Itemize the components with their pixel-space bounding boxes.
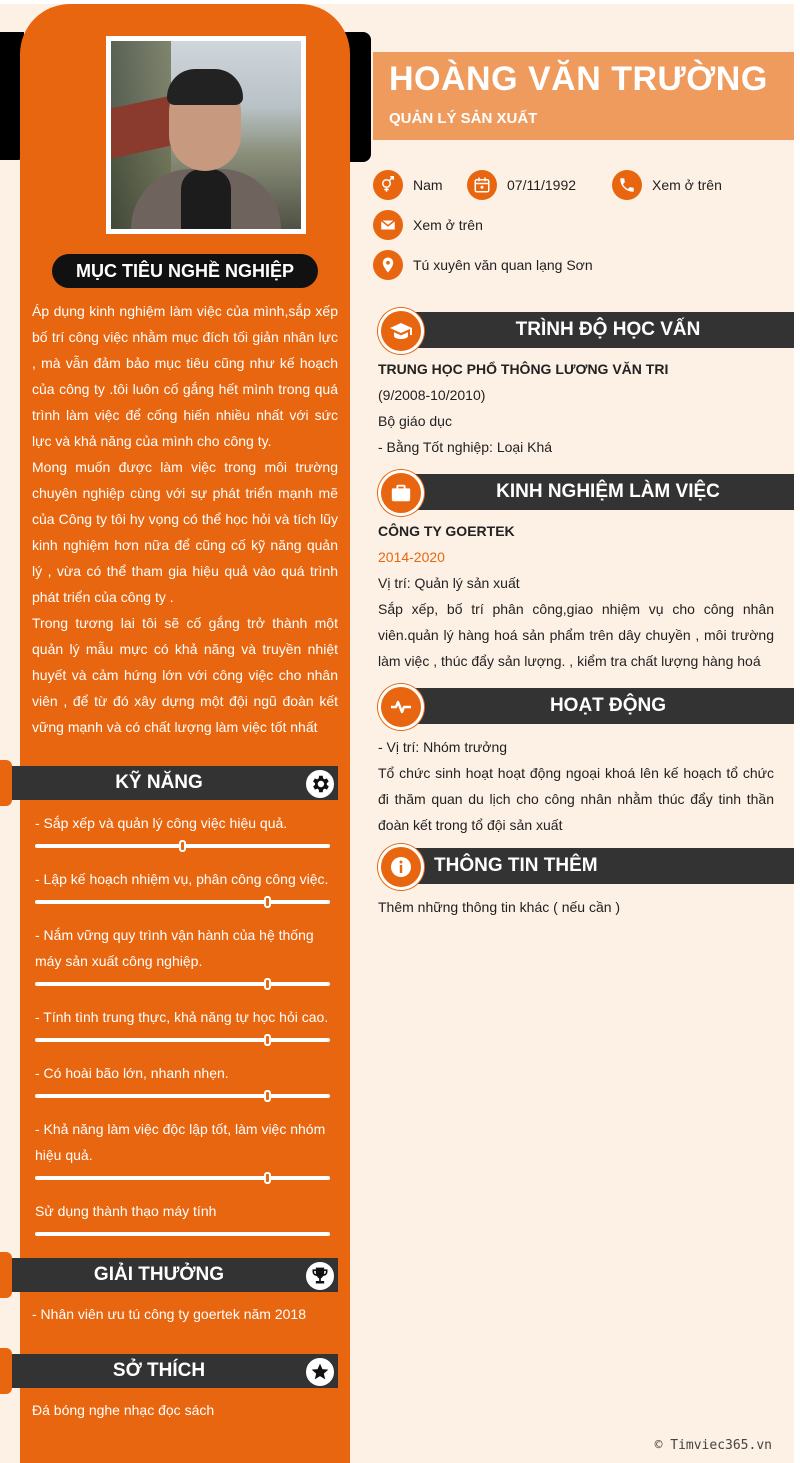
phone-value: Xem ở trên [652, 177, 722, 193]
skill-item [35, 810, 335, 848]
activities-body [378, 734, 774, 838]
candidate-role: QUẢN LÝ SẢN XUẤT [389, 110, 538, 127]
skill-level-bar [35, 1094, 330, 1098]
mail-icon [373, 210, 403, 240]
objective-title: MỤC TIÊU NGHỀ NGHIỆP [52, 254, 318, 288]
contact-address [373, 250, 593, 280]
cv-page [0, 4, 794, 1463]
education-result: - Bằng Tốt nghiệp: Loại Khá [378, 439, 553, 455]
skill-text: - Khả năng làm việc độc lập tốt, làm việc nhóm hiệu quả. [35, 1121, 326, 1163]
gender-icon [373, 170, 403, 200]
activities-position: - Vị trí: Nhóm trưởng [378, 739, 508, 755]
candidate-name: HOÀNG VĂN TRƯỜNG [389, 60, 768, 98]
education-major: Bộ giáo dục [378, 413, 452, 429]
gear-icon [304, 768, 336, 800]
skill-text: - Tính tình trung thực, khả năng tự học hỏi cao. [35, 1009, 329, 1025]
skill-level-knob [179, 840, 186, 852]
contact-phone [612, 170, 722, 200]
skill-item [35, 922, 335, 986]
skill-level-knob [264, 978, 271, 990]
skills-title: KỸ NĂNG [115, 772, 203, 793]
experience-body [378, 518, 774, 674]
contact-email [373, 210, 483, 240]
activities-header [378, 686, 794, 726]
education-body [378, 356, 774, 460]
skill-text: Sử dụng thành thạo máy tính [35, 1203, 217, 1219]
experience-description: Sắp xếp, bố trí phân công,giao nhiệm vụ cho công nhân viên.quản lý hàng hoá sản phẩm trên dây chuyền , môi trường làm việc , thúc đẩy sản lượng. , kiểm tra chất lượng hàng hoá [378, 601, 774, 669]
awards-text: - Nhân viên ưu tú công ty goertek năm 2018 [32, 1306, 306, 1322]
additional-header [378, 846, 794, 886]
skill-text: - Có hoài bão lớn, nhanh nhẹn. [35, 1065, 229, 1081]
info-icon [378, 844, 424, 890]
school-name: TRUNG HỌC PHỔ THÔNG LƯƠNG VĂN TRI [378, 361, 669, 377]
hobbies-text: Đá bóng nghe nhạc đọc sách [32, 1402, 215, 1418]
graduation-cap-icon [378, 308, 424, 354]
skill-item [35, 866, 335, 904]
objective-paragraph: Trong tương lai tôi sẽ cố gắng trở thành một quản lý mẫu mực có khả năng và truyền nhiệt huyết và cảm hứng lớn với công việc cho nhân viên , để từ đó xây dựng một đội ngũ đoàn kết vững mạnh và có chất lượng làm việc tốt nhất [32, 615, 338, 735]
address-value: Tú xuyên văn quan lạng Sơn [413, 257, 593, 273]
activities-title: HOẠT ĐỘNG [549, 695, 667, 716]
awards-title: GIẢI THƯỞNG [93, 1264, 225, 1285]
skill-item [35, 1004, 335, 1042]
skill-level-bar [35, 1232, 330, 1236]
additional-text: Thêm những thông tin khác ( nếu cần ) [378, 899, 621, 915]
name-banner [373, 52, 794, 140]
skill-level-bar [35, 844, 330, 848]
phone-icon [612, 170, 642, 200]
location-pin-icon [373, 250, 403, 280]
contact-gender [373, 170, 443, 200]
skill-item [35, 1116, 335, 1180]
email-value: Xem ở trên [413, 217, 483, 233]
contact-birthday [467, 170, 576, 200]
profile-photo [106, 36, 306, 234]
heartbeat-icon [378, 684, 424, 730]
skill-level-knob [264, 1034, 271, 1046]
trophy-icon [304, 1260, 336, 1292]
hobbies-header [0, 1354, 338, 1388]
skill-text: - Nắm vững quy trình vận hành của hệ thống máy sản xuất công nghiệp. [35, 927, 314, 969]
experience-position: Vị trí: Quản lý sản xuất [378, 575, 520, 591]
birthday-value: 07/11/1992 [507, 177, 577, 193]
copyright: © Timviec365.vn [654, 1438, 772, 1453]
company-name: CÔNG TY GOERTEK [378, 523, 515, 539]
education-header [378, 310, 794, 350]
skill-item [35, 1060, 335, 1098]
awards-header [0, 1258, 338, 1292]
additional-title: THÔNG TIN THÊM [434, 855, 598, 876]
skill-text: - Lập kế hoạch nhiệm vụ, phân công công việc. [35, 871, 329, 887]
education-period: (9/2008-10/2010) [378, 387, 486, 403]
experience-title: KINH NGHIỆM LÀM VIỆC [496, 481, 720, 502]
calendar-icon [467, 170, 497, 200]
objective-text [32, 298, 338, 740]
skill-level-bar [35, 900, 330, 904]
skill-level-bar [35, 982, 330, 986]
skills-header [0, 766, 338, 800]
skills-list [35, 810, 335, 1254]
skill-level-bar [35, 1038, 330, 1042]
objective-paragraph: Áp dụng kinh nghiệm làm việc của mình,sắp xếp bố trí công việc nhằm mục đích tối giản nhân lực , mà vẫn đảm bảo mục tiêu cũng như kế hoạch của công ty .tôi luôn cố gắng hết mình trong quá trình làm việc để cống hiến nhiều nhất với sức lực và khả năng của mình cho công ty. [32, 303, 338, 449]
activities-description: Tổ chức sinh hoạt hoạt động ngoại khoá lên kế hoạch tổ chức đi thăm quan du lịch cho công nhân nhằm thúc đẩy tinh thần đoàn kết trong tổ đội sản xuất [378, 765, 774, 833]
skill-text: - Sắp xếp và quản lý công việc hiệu quả. [35, 815, 288, 831]
skill-level-knob [264, 896, 271, 908]
briefcase-icon [378, 470, 424, 516]
star-icon [304, 1356, 336, 1388]
skill-level-knob [264, 1172, 271, 1184]
education-title: TRÌNH ĐỘ HỌC VẤN [515, 319, 701, 340]
gender-value: Nam [413, 177, 443, 193]
skill-level-bar [35, 1176, 330, 1180]
left-column [20, 4, 350, 1463]
hobbies-title: SỞ THÍCH [112, 1360, 206, 1381]
skill-item [35, 1198, 335, 1236]
experience-period: 2014-2020 [378, 549, 445, 565]
objective-paragraph: Mong muốn được làm việc trong môi trường chuyên nghiệp cùng với sự phát triển mạnh mẽ của Công ty tôi hy vọng có thể học hỏi và tích lũy kinh nghiệm hơn nữa để cũng cố kỹ năng quản lý , vừa có thể tham gia hiệu quả vào quá trình phát triển của công ty . [32, 459, 338, 605]
experience-header [378, 472, 794, 512]
skill-level-knob [264, 1090, 271, 1102]
